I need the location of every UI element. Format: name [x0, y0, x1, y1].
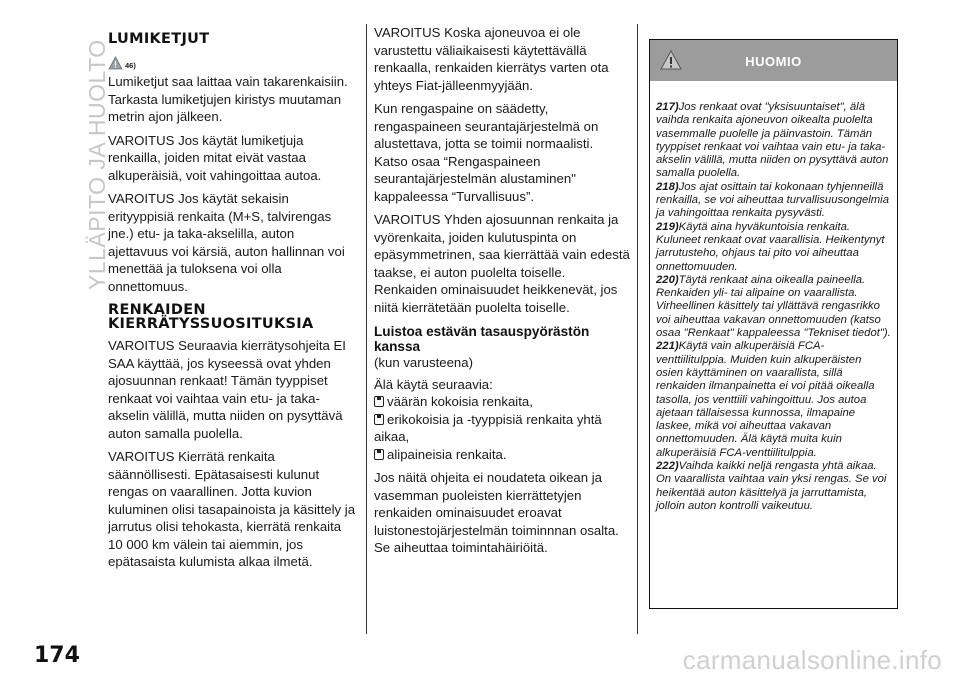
- heading-snow-chains: LUMIKETJUT: [108, 31, 210, 47]
- bullet-icon: [374, 449, 384, 460]
- notice-item-number: 220): [656, 273, 679, 286]
- paragraph: VAROITUS Kierrätä renkaita säännöllisesti. Epätasaisesti kulunut rengas on vaarallinen. Jotta kuvion kuluminen olisi tasapainoista ja käsittely ja jarrutus olisi tehokasta, kierrätä renkaita 10 000 km välein tai aiemmin, jos epätasaista kulumista alkaa ilmetä.: [108, 449, 356, 569]
- column-divider: [366, 24, 367, 634]
- notice-title: HUOMIO: [745, 54, 802, 69]
- list-item: [374, 446, 630, 464]
- side-section-title: [6, 20, 110, 290]
- paragraph: VAROITUS Yhden ajosuunnan renkaita ja vyörenkaita, joiden kulutuspinta on epäsymmetrinen, saa kierrättää vain edestä taakse, ei auton puolelta toiselle. Renkaiden ominaisuudet heikkenevät, jos niitä kierrätetään puolelta toiselle.: [374, 212, 630, 315]
- notice-header: [650, 40, 897, 81]
- column-divider: [637, 24, 638, 634]
- side-section-title-text: YLLÄPITO JA HUOLTO: [84, 39, 110, 290]
- list-item-text: alipaineisia renkaita.: [387, 446, 507, 462]
- notice-box: [649, 39, 898, 609]
- watermark: carmanualsonline.info: [682, 645, 942, 675]
- list-intro: Älä käytä seuraavia:: [374, 376, 493, 392]
- paragraph: Lumiketjut saa laittaa vain takarenkaisiin. Tarkasta lumiketjujen kiristys muutaman metrin ajon jälkeen.: [108, 74, 348, 124]
- notice-item-number: 219): [656, 220, 679, 233]
- subheading-note: (kun varusteena): [374, 355, 473, 370]
- paragraph: VAROITUS Seuraavia kierrätysohjeita EI SAA käyttää, jos kyseessä ovat yhden ajosuunnan renkaat! Tämän tyyppiset renkaat voi vaihtaa vain etu- ja taka-akselin välillä, mutta niiden on pysyttävä auton samalla puolella.: [108, 338, 346, 441]
- notice-item-text: Täytä renkaat aina oikealla paineella. Renkaiden yli- tai alipaine on vaarallista. Virheellinen käsittely tai yllättävä rengasrikko voi aiheuttaa vakavan onnettomuuden (katso osaa "Renkaat" kappaleessa "Tekniset tiedot").: [656, 273, 891, 340]
- notice-item: [656, 274, 891, 340]
- paragraph: VAROITUS Jos käytät lumiketjuja renkailla, joiden mitat eivät vastaa alkuperäisiä, voit vahingoittaa autoa.: [108, 132, 322, 183]
- paragraph: Kun rengaspaine on säädetty, rengaspaineen seurantajärjestelmä on alustettava, jotta se toimii normaalisti. Katso osaa “Rengaspaineen seurantajärjestelmän alustaminen" kappaleessa “Turvallisuus”.: [374, 101, 599, 204]
- middle-column: [374, 24, 630, 563]
- left-column: [108, 24, 356, 577]
- bullet-icon: [374, 414, 384, 425]
- notice-item-text: Jos ajat osittain tai kokonaan tyhjenneillä renkailla, se voi aiheuttaa turvallisuusongelmia ja vahingoittaa renkaita pysyvästi.: [656, 180, 889, 220]
- notice-item-text: Vaihda kaikki neljä rengasta yhtä aikaa. On vaarallista vaihtaa vain yksi rengas. Se voi heikentää auton käsittelyä ja jarruttamista, jolloin auton kontrolli vaikeutuu.: [656, 460, 887, 512]
- warning-reference: [108, 52, 356, 70]
- notice-item-number: 217): [656, 101, 679, 113]
- paragraph: VAROITUS Jos käytät sekaisin erityyppisiä renkaita (M+S, talvirengas jne.) etu- ja taka-akselilla, auton ajettavuus voi kärsiä, auton hallinnan voi menettää ja tuloksena voi olla onnettomuus.: [108, 191, 345, 294]
- notice-item-number: 218): [656, 180, 679, 193]
- list-item-text: väärän kokoisia renkaita,: [387, 394, 533, 409]
- notice-body: [650, 81, 897, 513]
- subheading-limited-slip: Luistoa estävän tasauspyörästön kanssa: [374, 324, 590, 354]
- notice-item-text: Käytä aina hyväkuntoisia renkaita. Kuluneet renkaat ovat vaarallisia. Heikentynyt jarrutusteho, ohjaus tai pito voi aiheuttaa onnettomuuden.: [656, 220, 885, 273]
- list-item: [374, 393, 630, 411]
- paragraph: Jos näitä ohjeita ei noudateta oikean ja vasemman puoleisten kierrättetyjen renkaiden ominaisuudet eroavat luistonestojärjestelmän toiminnnan osalta. Se aiheuttaa toimintahäiriöitä.: [374, 470, 619, 555]
- notice-item-text: Jos renkaat ovat "yksisuuntaiset", älä vaihda renkaita ajoneuvon oikealta puolelta vasemmalle puolelle ja päinvastoin. Tämän tyyppiset renkaat voi vaihtaa vain etu- ja taka-akselin välillä, mutta niiden on pysyttävä auton samalla puolella.: [656, 101, 889, 180]
- list-item: [374, 411, 630, 446]
- heading-tire-rotation: RENKAIDEN KIERRÄTYSSUOSITUKSIA: [108, 302, 314, 332]
- page-number: 174: [34, 643, 80, 668]
- paragraph: VAROITUS Koska ajoneuvoa ei ole varustettu väliaikaisesti käytettävällä renkaalla, renkaiden kierrätys varten ota yhteys Fiat-jälleenmyyjään.: [374, 25, 609, 93]
- notice-item: [656, 181, 891, 221]
- notice-item-text: Käytä vain alkuperäisiä FCA-venttiilitulppia. Muiden kuin alkuperäisten osien käyttäminen on vaarallista, sillä renkaiden ilmanpainetta ei voi pitää oikealla tasolla, jos venttiili vahingoittuu. Jos autoa ajetaan tällaisessa kunnossa, ilmapaine laskee, mikä voi aiheuttaa vakavan onnettomuuden. Älä käytä muita kuin alkuperäisiä FCA-venttiilitulppia.: [656, 340, 875, 459]
- notice-item-number: 221): [656, 340, 679, 353]
- notice-item: [656, 460, 891, 513]
- notice-item: [656, 221, 891, 274]
- warning-reference-number: 46): [125, 61, 136, 70]
- notice-item-number: 222): [656, 460, 679, 473]
- warning-triangle-icon: [108, 56, 123, 70]
- notice-item: [656, 101, 891, 181]
- list-item-text: erikokoisia ja -tyyppisiä renkaita yhtä aikaa,: [374, 411, 602, 444]
- notice-item: [656, 340, 891, 460]
- bullet-icon: [374, 396, 384, 407]
